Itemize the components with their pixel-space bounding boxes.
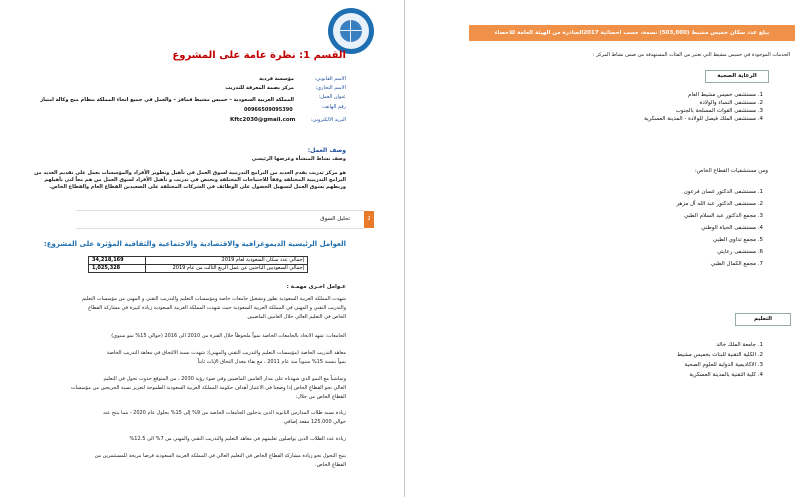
work-paragraph-line: هو مركز تدريب يقدم العديد من البرامج التدريبية لسوق العمل في تأهيل وتطوير الأفراد والمؤسسات يعمل على تقديم العديد من (34, 170, 346, 176)
trade-name-value: مركز بصمة المعرفة للتدريب (225, 85, 294, 91)
education-list (568, 340, 768, 380)
stats-table (88, 256, 308, 273)
section-title: القسم 1: نظرة عامة على المشروع (172, 50, 346, 61)
list-item: 6. مستشفى رعايتي (568, 246, 756, 258)
services-intro: الخدمات الموجودة في خميس مشيط التي تعتبر من الفئات المستهدفة من ضمن نشاط المركز : (592, 52, 790, 58)
work-paragraph-line: البرامج التدريبية المختلفة وفقاً للاحتياجات المختلفة وتختص في تدريب و تأهيل الأفراد لسوق العمل من هم معاً لتي تأهيلهم (44, 177, 346, 183)
private-hospitals-list (568, 186, 768, 270)
table-cell-value: 1,025,328 (89, 265, 146, 273)
trade-name-label: الاسم التجاري: (315, 85, 346, 91)
document-page-right (404, 0, 809, 497)
phone-label: رقم الهاتف: (321, 104, 346, 110)
list-item: 7. مجمع الكمال الطبي (568, 258, 756, 270)
body-line: معاهد التدريب الخاصة (مؤسسات التعليم والتدريب التقني والمهني): شهدت نسبة الالتحاق في معاهد التدريب الخاصة (106, 350, 346, 356)
population-banner: يبلغ عدد سكان خميس مشيط (503,000) نسمة، حسب احصائية 2017الصادرة من الهيئة العامة للاحصاء (469, 25, 795, 41)
health-box-header: الرعاية الصحية (705, 70, 769, 83)
list-item: 1. مستشفى خميس مشيط العام (568, 91, 756, 99)
body-line: القطاع الخاص. (315, 462, 346, 468)
body-line: شهدت المملكة العربية السعودية تطور وتشغيل جامعات خاصة ومؤسسات التعليم والتدريب التقني و المهني من مؤسسات التعليم (81, 296, 346, 302)
email-value: Kftc2030@gmail.com (230, 117, 296, 123)
list-item: 5. مجمع تداوي الطبي (568, 234, 756, 246)
private-hospitals-title: ومن مستشفيات القطاع الخاص: (694, 168, 768, 174)
body-line: والتدريب التقني و المهني في المملكة العربية السعودية حيث شهدت المملكة العربية السعودية زيادة كبيرة في مشاركة القطاع (88, 305, 346, 311)
list-item: 4. كلية التقنية بالمدينة العسكرية (568, 370, 756, 380)
list-item: 4. مستشفى الحياة الوطني (568, 222, 756, 234)
body-line: القطاع الخاص من خلال: (295, 394, 346, 400)
section-number-badge: 2 (364, 211, 374, 228)
table-row (89, 265, 308, 273)
list-item: 3. الاكاديمية الدولية للعلوم الصحية (568, 360, 756, 370)
work-paragraph-line: وربطهم بسوق العمل لتسهيل الحصول على الوظائف في الشركات المختلفة على الصعيدين القطاع العام والقطاع الخاص. (49, 184, 346, 190)
hospitals-list (568, 91, 768, 123)
phone-value: 00966509095390 (244, 107, 293, 113)
market-analysis-header (76, 210, 371, 229)
factors-title: العوامل الرئيسية الديموغرافية والاقتصادية والاجتماعية والثقافية المؤثرة على المشروع: (43, 240, 346, 248)
body-line: زيادة نسبة طلاب المدارس الثانوية الذين يدخلون الجامعات الخاصة من 9% إلى 15% بحلول عام 2020 - مما ينتج عنه (103, 410, 346, 416)
body-line: يتيح التحول نحو زيادة مشاركة القطاع الخاص في التعليم العالي في المملكة العربية السعودية فرصا مربحة للمستثمرين من (94, 453, 346, 459)
body-line: حوالي 125.000 مقعد إضافي (283, 419, 346, 425)
list-item: 2. الكلية التقنية للبنات بخميس مشيط (568, 350, 756, 360)
body-line: وتماشياً مع النمو الذي شهدناه على مدار العامين الماضيين وفي ضوء رؤية 2030 ، من المتوقع حدوث تحول في التعليم (103, 376, 346, 382)
legal-name-label: الاسم القانوني: (314, 76, 346, 82)
list-item: 1. مستشفى الدكتور غسان فرعون (568, 186, 756, 198)
body-line: نمواً بنسبة 15% سنوياً منذ عام 2011 ، مع بقاء معدل التحاق الإناث ثابتاً (197, 359, 346, 365)
education-box-header: التعليم (735, 313, 791, 326)
work-description-title: وصف العمل: (307, 147, 346, 154)
list-item: 2. مستشفى الدكتور عبد الله آل مزهر (568, 198, 756, 210)
market-analysis-label: تحليل السوق (320, 216, 350, 222)
legal-name-value: مؤسسة فردية (259, 76, 294, 82)
list-item: 4. مستشفى الملك فيصل للولادة - المدينة العسكرية (568, 115, 756, 123)
address-label: عنوان العمل: (318, 94, 346, 100)
table-cell-label: إجمالي عدد سكان السعودية لعام 2019 (146, 257, 308, 265)
body-line: زيادة عدد الطلاب الذين يواصلون تعليمهم في معاهد التعليم والتدريب التقني والمهني من 7% الى 12.5% (129, 436, 346, 442)
email-label: البريد الالكتروني: (310, 117, 346, 123)
document-page-left (0, 0, 404, 497)
body-line: الجامعات: شهد الاتحاد بالجامعات الخاصة نمواً ملحوظاً خلال الفترة من 2010 الى 2016 (حوالي 15% نمو سنوي) (111, 333, 346, 339)
list-item: 2. مستشفى النساء والولادة (568, 99, 756, 107)
table-cell-value: 34,218,169 (89, 257, 146, 265)
list-item: 3. مجمع الدكتور عبد السلام الطبي (568, 210, 756, 222)
address-value: المملكة العربية السعودية – خميس مشيط فمافز – والعمل في جميع انحاء المملكة بنظام منح وكالة امتياز (40, 97, 294, 103)
list-item: 3. مستشفى القوات المسلحة بالجنوب (568, 107, 756, 115)
work-description-subtitle: وصف نشاط المنشأة وغرضها الرئيسي (251, 156, 346, 162)
list-item: 1. جامعة الملك خالد (568, 340, 756, 350)
body-line: العالي نحو القطاع الخاص إذا وضعنا في الاعتبار أهداف حكومة المملكة العربية السعودية الطموحة لتعزيز نسبة الخريجين من مؤسسات (70, 385, 346, 391)
table-cell-label: إجمالي السعوديين الباحثين عن عمل الربع الثالث من عام 2019 (146, 265, 308, 273)
other-factors-title: عـوامل اخـرى مهمـة : (286, 284, 346, 290)
company-logo (328, 8, 374, 54)
table-row (89, 257, 308, 265)
body-line: الخاص في التعليم العالي خلال العامين الماضيين (247, 314, 346, 320)
